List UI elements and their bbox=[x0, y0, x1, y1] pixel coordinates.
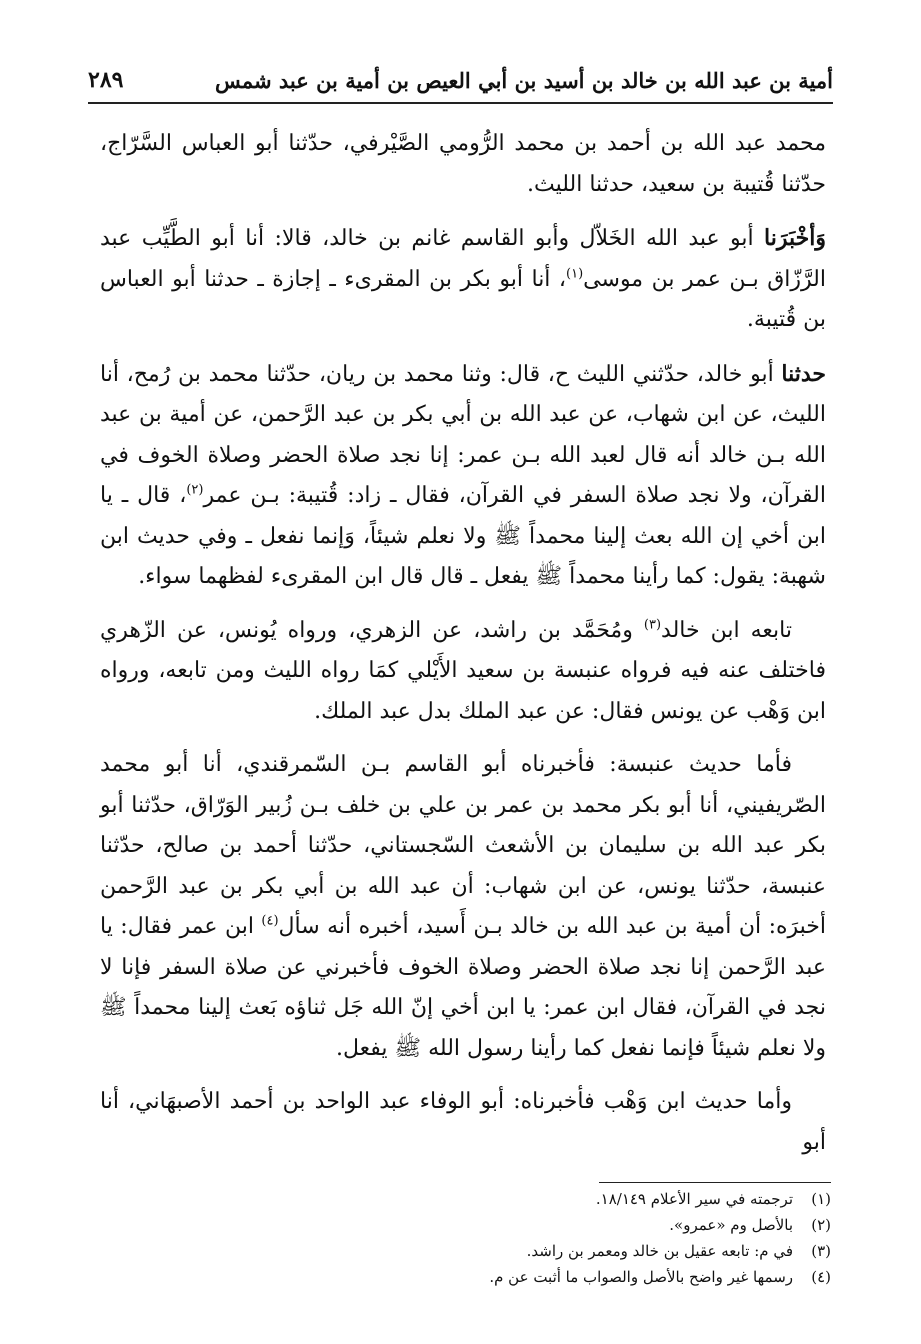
footnote-2 bbox=[120, 1212, 831, 1238]
footnote-text: في م: تابعه عقيل بن خالد ومعمر بن راشد. bbox=[526, 1242, 793, 1260]
footnote-number: (٣) bbox=[811, 1242, 831, 1260]
paragraph-text: فأما حديث عنبسة: فأخبرناه أبو القاسم بـن السّمرقندي، أنا أبو محمد الصّريفيني، أنا أبو بكر محمد بن عمر بن علي بن خلف بـن زُبير الوَرّاق، حدّثنا أبو بكر عبد الله بن سليمان بن الأشعث السّجستاني، حدّثنا أحمد بن صالح، حدّثنا عنبسة، حدّثنا يونس، عن ابن شهاب: أن عبد الله بن أبي بكر بن عبد الرَّحمن أخبرَه: أن أمية بن عبد الله بن خالد بـن أَسيد، أخبره أنه سأل bbox=[100, 752, 826, 939]
paragraph-lead-word: حدثنا bbox=[781, 360, 826, 387]
paragraph-text-continued: ، قال ـ يا ابن أخي إن الله بعث إلينا محمداً ﷺ ولا نعلم شيئاً، وَإنما نفعل ـ وفي حديث ابن شهبة: يقول: كما رأينا محمداً ﷺ يفعل ـ قال قال ابن المقرىء لفظهما سواء. bbox=[100, 483, 826, 589]
paragraph-lead-word: وَأخْبَرَنا bbox=[764, 225, 826, 251]
paragraph-text-continued: ، أنا أبو بكر بن المقرىء ـ إجازة ـ حدثنا أبو العباس بن قُتيبة. bbox=[100, 266, 826, 332]
footnote-marker-4: (٤) bbox=[261, 913, 279, 929]
paragraph-text-continued: ابن عمر فقال: يا عبد الرَّحمن إنا نجد صلاة الحضر وصلاة الخوف فأخبرني عن صلاة السفر فإنا لا نجد في القرآن، فقال ابن عمر: يا ابن أخي إنّ الله جَل ثناؤه بَعث إلينا محمداً ﷺ ولا نعلم شيئاً فإنما نفعل كما رأينا رسول الله ﷺ يفعل. bbox=[100, 914, 826, 1061]
footnote-text: بالأصل وم «عمرو». bbox=[669, 1216, 793, 1234]
footnote-text: رسمها غير واضح بالأصل والصواب ما أثبت عن م. bbox=[489, 1268, 793, 1286]
main-text bbox=[100, 124, 826, 1176]
paragraph-3 bbox=[100, 354, 826, 598]
footnote-number: (٢) bbox=[811, 1216, 831, 1234]
running-title: أمية بن عبد الله بن خالد بن أسيد بن أبي العيص بن أمية بن عبد شمس bbox=[215, 67, 833, 93]
footnote-1 bbox=[120, 1186, 831, 1212]
footnote-divider bbox=[599, 1182, 831, 1183]
footnote-number: (١) bbox=[811, 1190, 831, 1208]
paragraph-text: تابعه ابن خالد bbox=[661, 617, 792, 643]
page-number: ٢٨٩ bbox=[88, 67, 124, 93]
paragraph-2 bbox=[100, 218, 826, 341]
paragraph-text-continued: ومُحَمَّد بن راشد، عن الزهري، ورواه يُونس، عن الزّهري فاختلف عنه فيه فرواه عنبسة بن سعيد الأَيْلي كمَا رواه الليث ومن تابعه، ورواه ابن وَهْب عن يونس فقال: عن عبد الملك بدل عبد الملك. bbox=[100, 617, 826, 724]
footnote-marker-3: (٣) bbox=[643, 617, 662, 633]
paragraph-text: أبو خالد، حدّثني الليث ح، قال: وثنا محمد بن ريان، حدّثنا محمد بن رُمح، أنا الليث، عن ابن شهاب، عن عبد الله بن أبي بكر بن عبد الرَّحمن، عن أمية بن عبد الله بـن خالد أنه قال لعبد الله بـن عمر: إنا نجد صلاة الحضر وصلاة الخوف في القرآن، ولا نجد صلاة السفر في القرآن، فقال ـ زاد: قُتيبة: بـن عمر bbox=[100, 361, 826, 508]
footnote-3 bbox=[120, 1238, 831, 1264]
paragraph-1 bbox=[100, 124, 826, 205]
footnote-marker-2: (٢) bbox=[186, 482, 204, 498]
footnote-text: ترجمته في سير الأعلام ١٨/١٤٩. bbox=[595, 1190, 793, 1208]
paragraph-6 bbox=[100, 1082, 826, 1163]
footnotes bbox=[120, 1186, 831, 1290]
footnote-marker-1: (١) bbox=[566, 266, 584, 282]
footnote-number: (٤) bbox=[811, 1268, 831, 1286]
footnote-4 bbox=[120, 1264, 831, 1290]
paragraph-text: أبو عبد الله الخَلاّل وأبو القاسم غانم بن خالد، قالا: أنا أبو الطَّيِّب عبد الرَّزّاق بـن عمر بن موسى bbox=[100, 226, 826, 292]
paragraph-5 bbox=[100, 745, 826, 1069]
page-header bbox=[88, 58, 833, 104]
paragraph-text: محمد عبد الله بن أحمد بن محمد الرُّومي الصَّيْرفي، حدّثنا أبو العباس السَّرّاج، حدّثنا قُتيبة بن سعيد، حدثنا الليث. bbox=[100, 131, 826, 197]
paragraph-text: وأما حديث ابن وَهْب فأخبرناه: أبو الوفاء عبد الواحد بن أحمد الأصبهَاني، أنا أبو bbox=[100, 1089, 826, 1155]
paragraph-4 bbox=[100, 611, 826, 733]
